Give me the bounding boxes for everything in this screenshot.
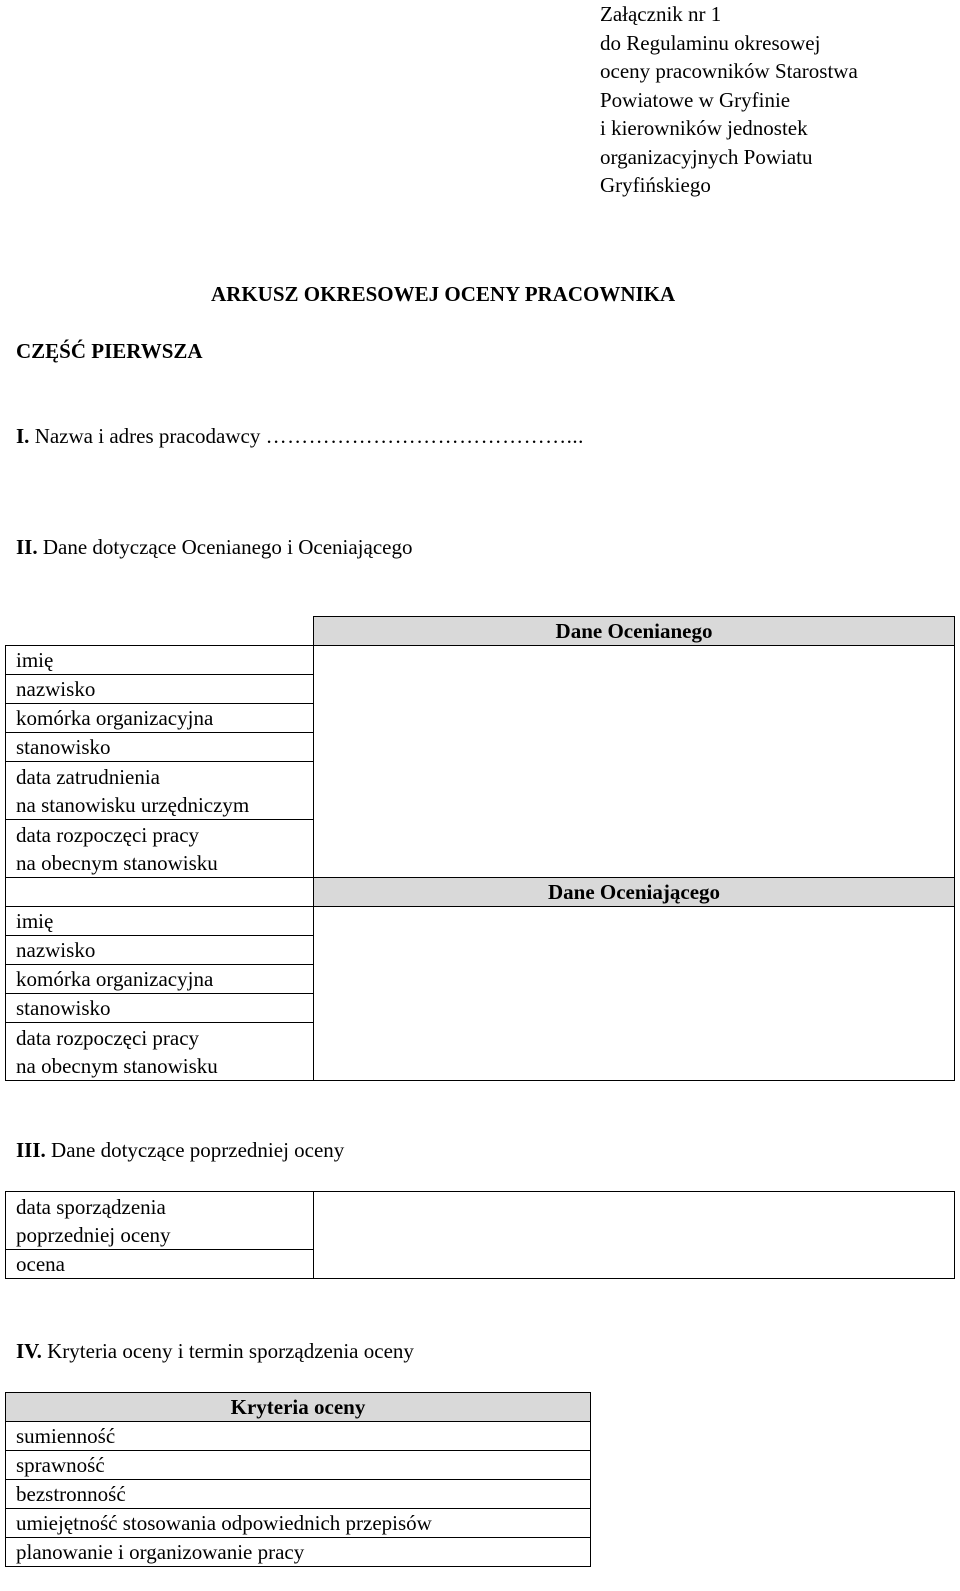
row-label-unit: komórka organizacyjna — [6, 704, 314, 733]
criterion-item[interactable]: umiejętność stosowania odpowiednich przepisów — [6, 1509, 591, 1538]
section-heading: Nazwa i adres pracodawcy — [29, 424, 266, 448]
row-label-grade: ocena — [6, 1250, 314, 1279]
criterion-item[interactable]: planowanie i organizowanie pracy — [6, 1538, 591, 1567]
fill-in-dots[interactable]: ……………………………………... — [265, 424, 584, 448]
section-heading: Dane dotyczące poprzedniej oceny — [45, 1138, 345, 1162]
criterion-item[interactable]: sumienność — [6, 1422, 591, 1451]
section-employer — [16, 424, 584, 449]
row-label-start-date: data rozpoczęci pracy na obecnym stanowisku — [6, 820, 314, 878]
row-label-unit: komórka organizacyjna — [6, 965, 314, 994]
assessed-data-cell[interactable] — [314, 646, 955, 878]
row-label-start-date: data rozpoczęci pracy na obecnym stanowisku — [6, 1023, 314, 1081]
previous-assessment-table — [5, 1191, 955, 1279]
header-assessor: Dane Oceniającego — [314, 878, 955, 907]
document-title: ARKUSZ OKRESOWEJ OCENY PRACOWNIKA — [211, 282, 676, 306]
annex-line: do Regulaminu okresowej — [600, 30, 821, 55]
row-label-last-name: nazwisko — [6, 675, 314, 704]
row-label-previous-date: data sporządzenia poprzedniej oceny — [6, 1192, 314, 1250]
annex-line: organizacyjnych Powiatu — [600, 144, 813, 169]
assessor-data-cell[interactable] — [314, 907, 955, 1081]
table-spacer — [6, 878, 314, 907]
annex-line: Powiatowe w Gryfinie — [600, 87, 791, 112]
row-label-first-name: imię — [6, 907, 314, 936]
section-previous-assessment — [16, 1138, 344, 1163]
section-number: I. — [16, 424, 30, 448]
row-label-last-name: nazwisko — [6, 936, 314, 965]
part-title: CZĘŚĆ PIERWSZA — [16, 339, 203, 363]
row-label-position: stanowisko — [6, 733, 314, 762]
annex-line: i kierowników jednostek — [600, 116, 808, 140]
row-label-first-name: imię — [6, 646, 314, 675]
row-label-employment-date: data zatrudnienia na stanowisku urzędniczym — [6, 762, 314, 820]
criterion-item[interactable]: bezstronność — [6, 1480, 591, 1509]
section-number: II. — [16, 535, 38, 559]
persons-table — [5, 616, 955, 1081]
section-number: III. — [16, 1138, 46, 1162]
criteria-table — [5, 1392, 591, 1567]
annex-line: Gryfińskiego — [600, 173, 711, 197]
annex-line: oceny pracowników Starostwa — [600, 59, 858, 83]
section-heading: Kryteria oceny i termin sporządzenia oceny — [41, 1339, 414, 1363]
section-criteria — [16, 1339, 414, 1364]
row-label-position: stanowisko — [6, 994, 314, 1023]
header-criteria: Kryteria oceny — [6, 1393, 591, 1422]
section-persons — [16, 535, 412, 560]
previous-assessment-data-cell[interactable] — [314, 1192, 955, 1279]
annex-line: Załącznik nr 1 — [600, 2, 722, 26]
table-corner — [6, 617, 314, 646]
section-heading: Dane dotyczące Ocenianego i Oceniającego — [37, 535, 413, 559]
section-number: IV. — [16, 1339, 42, 1363]
annex-header — [600, 0, 858, 200]
header-assessed: Dane Ocenianego — [314, 617, 955, 646]
criterion-item[interactable]: sprawność — [6, 1451, 591, 1480]
